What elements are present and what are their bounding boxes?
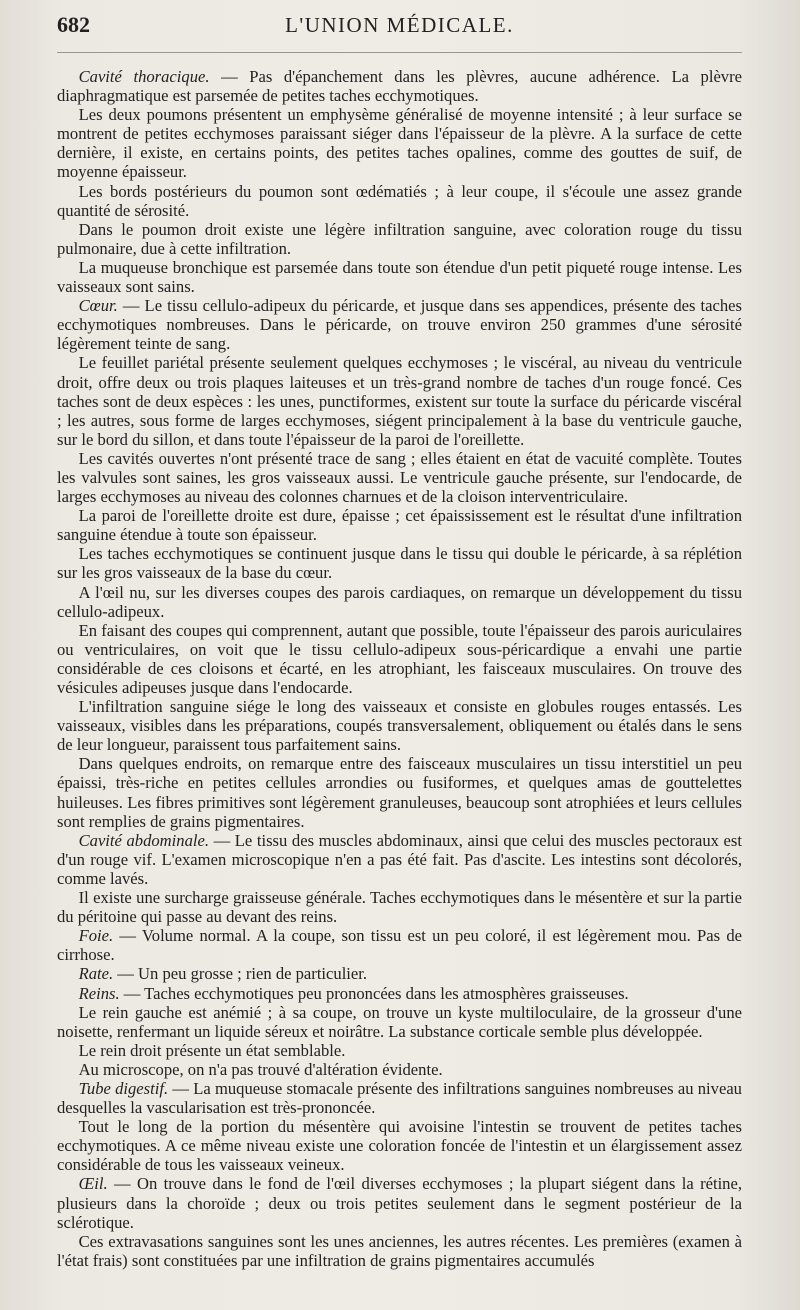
section-lead: Tube digestif. <box>78 1078 169 1098</box>
paragraph <box>57 697 742 754</box>
paragraph-text: — Taches ecchymotiques peu prononcées dans les atmosphères graisseuses. <box>119 983 629 1003</box>
paragraph-text: — Un peu grosse ; rien de particulier. <box>113 964 368 984</box>
paragraph <box>57 67 742 105</box>
paragraph-text: Au microscope, on n'a pas trouvé d'altération évidente. <box>78 1059 443 1079</box>
paragraph-text: Il existe une surcharge graisseuse générale. Taches ecchymotiques dans le mésentère et sur la partie du péritoine qui passe au devant des reins. <box>57 888 742 927</box>
paragraph <box>57 1117 742 1174</box>
paragraph-text: A l'œil nu, sur les diverses coupes des parois cardiaques, on remarque un développement du tissu cellulo-adipeux. <box>57 582 742 621</box>
section-lead: Cœur. <box>78 296 118 316</box>
paragraph-text: Dans quelques endroits, on remarque entre des faisceaux musculaires un tissu interstitiel un peu épaissi, très-riche en petites cellules arrondies ou fusiformes, et quelques amas de gouttelettes huileuses. Les fibres primitives sont légèrement granuleuses, beaucoup sont atrophiées et leurs cellules sont remplies de grains pigmentaires. <box>57 754 742 831</box>
paragraph-text: La paroi de l'oreillette droite est dure, épaisse ; cet épaississement est le résultat d'une infiltration sanguine étendue à toute son épaisseur. <box>57 506 742 545</box>
section-lead: Rate. <box>78 964 114 984</box>
page-header <box>57 12 742 53</box>
paragraph-text: Tout le long de la portion du mésentère qui avoisine l'intestin se trouvent de petites taches ecchymotiques. A ce même niveau existe une coloration foncée de l'intestin et un élargissement assez considérable de tous les vaisseaux veineux. <box>57 1117 742 1175</box>
paragraph-text: L'infiltration sanguine siége le long des vaisseaux et consiste en globules rouges entassés. Les vaisseaux, visibles dans les préparations, coupés transversalement, obliquement ou étalés dans le sens de leur longueur, paraissent tous parfaitement sains. <box>57 697 742 755</box>
paragraph-text: — La muqueuse stomacale présente des infiltrations sanguines nombreuses au niveau desquelles la vascularisation est très-prononcée. <box>57 1078 742 1118</box>
paragraph-text: — Le tissu des muscles abdominaux, ainsi que celui des muscles pectoraux est d'un rouge vif. L'examen microscopique n'en a pas été fait. Pas d'ascite. Les intestins sont décolorés, comme lavés. <box>57 830 742 888</box>
paragraph <box>57 1003 742 1041</box>
section-lead: Cavité thoracique. <box>78 67 210 86</box>
paragraph <box>57 544 742 582</box>
paragraph <box>57 754 742 830</box>
paragraph-text: Ces extravasations sanguines sont les unes anciennes, les autres récentes. Les premières (examen à l'état frais) sont constituées par une infiltration de grains pigmentaires accumulés <box>57 1231 742 1270</box>
paragraph-text: Les cavités ouvertes n'ont présenté trace de sang ; elles étaient en état de vacuité complète. Toutes les valvules sont saines, les gros vaisseaux aussi. Le ventricule gauche présente, sur l'endocarde, de larges ecchymoses au niveau des colonnes charnues et de la cloison interventriculaire. <box>57 448 742 507</box>
paragraph-text: — Volume normal. A la coupe, son tissu est un peu coloré, il est légèrement mou. Pas de cirrhose. <box>57 926 742 965</box>
section-lead: Œil. <box>78 1174 108 1194</box>
paragraph <box>57 182 742 220</box>
paragraph-text: Le feuillet pariétal présente seulement quelques ecchymoses ; le viscéral, au niveau du ventricule droit, offre deux ou trois plaques laiteuses et un très-grand nombre de taches d'un rouge foncé. Ces taches sont de deux espèces : les unes, punctiformes, existent sur toute la surface du péricarde viscéral ; les autres, sous forme de larges ecchymoses, siégent principalement à la base du ventricule gauche, sur le bord du sillon, et dans toute l'épaisseur de la paroi de l'oreillette. <box>57 353 742 449</box>
paragraph <box>57 964 742 983</box>
paragraph-text: Le rein gauche est anémié ; à sa coupe, on trouve un kyste multiloculaire, de la grosseur d'une noisette, renfermant un liquide séreux et noirâtre. La substance corticale semble plus développée. <box>57 1002 742 1041</box>
paragraph <box>57 258 742 296</box>
paragraph <box>57 105 742 181</box>
paragraph-text: Dans le poumon droit existe une légère infiltration sanguine, avec coloration rouge du tissu pulmonaire, due à cette infiltration. <box>57 219 742 258</box>
page-number: 682 <box>57 12 90 37</box>
article-body <box>57 67 742 1270</box>
paragraph <box>57 1174 742 1231</box>
paragraph-text: — Le tissu cellulo-adipeux du péricarde, et jusque dans ses appendices, présente des taches ecchymotiques nombreuses. Dans le péricarde, on trouve environ 250 grammes d'une sérosité légèrement teinte de sang. <box>57 296 742 354</box>
paragraph <box>57 831 742 888</box>
paragraph-text: En faisant des coupes qui comprennent, autant que possible, toute l'épaisseur des parois auriculaires ou ventriculaires, on voit que le tissu cellulo-adipeux sous-péricardique a envahi une partie considérable de ces cloisons et écarté, en les atrophiant, les faisceaux musculaires. On trouve des vésicules adipeuses jusque dans l'endocarde. <box>57 620 742 697</box>
paragraph-text: Les taches ecchymotiques se continuent jusque dans le tissu qui double le péricarde, à sa réplétion sur les gros vaisseaux de la base du cœur. <box>57 544 742 583</box>
section-lead: Reins. <box>78 983 120 1003</box>
paragraph <box>57 583 742 621</box>
paragraph-text: Le rein droit présente un état semblable. <box>78 1040 346 1060</box>
paragraph <box>57 984 742 1003</box>
paragraph <box>57 506 742 544</box>
paragraph <box>57 296 742 353</box>
paragraph-text: Les bords postérieurs du poumon sont œdématiés ; à leur coupe, il s'écoule une assez grande quantité de sérosité. <box>57 181 742 220</box>
running-title: L'UNION MÉDICALE. <box>285 13 514 37</box>
paragraph-text: Les deux poumons présentent un emphysème généralisé de moyenne intensité ; à leur surface se montrent de petites ecchymoses paraissant siéger dans l'épaisseur de la plèvre. A la surface de cette dernière, il existe, en certains points, des petites taches opalines, comme des gouttes de suif, de moyenne épaisseur. <box>57 105 742 182</box>
paragraph <box>57 888 742 926</box>
section-lead: Cavité abdominale. <box>78 830 209 850</box>
paragraph-text: La muqueuse bronchique est parsemée dans toute son étendue d'un petit piqueté rouge intense. Les vaisseaux sont sains. <box>57 257 742 297</box>
paragraph <box>57 926 742 964</box>
paragraph <box>57 1060 742 1079</box>
section-lead: Foie. <box>78 926 114 946</box>
paragraph <box>57 353 742 448</box>
paragraph-text: — On trouve dans le fond de l'œil diverses ecchymoses ; la plupart siégent dans la rétine, plusieurs dans la choroïde ; deux ou trois petites seulement dans le segment postérieur de la sclérotique. <box>57 1174 742 1232</box>
paragraph-text: — Pas d'épanchement dans les plèvres, aucune adhérence. La plèvre diaphragmatique est parsemée de petites taches ecchymotiques. <box>57 67 742 106</box>
paragraph <box>57 1079 742 1117</box>
paragraph <box>57 220 742 258</box>
paragraph <box>57 449 742 506</box>
paragraph <box>57 1041 742 1060</box>
paragraph <box>57 1232 742 1270</box>
paragraph <box>57 621 742 697</box>
